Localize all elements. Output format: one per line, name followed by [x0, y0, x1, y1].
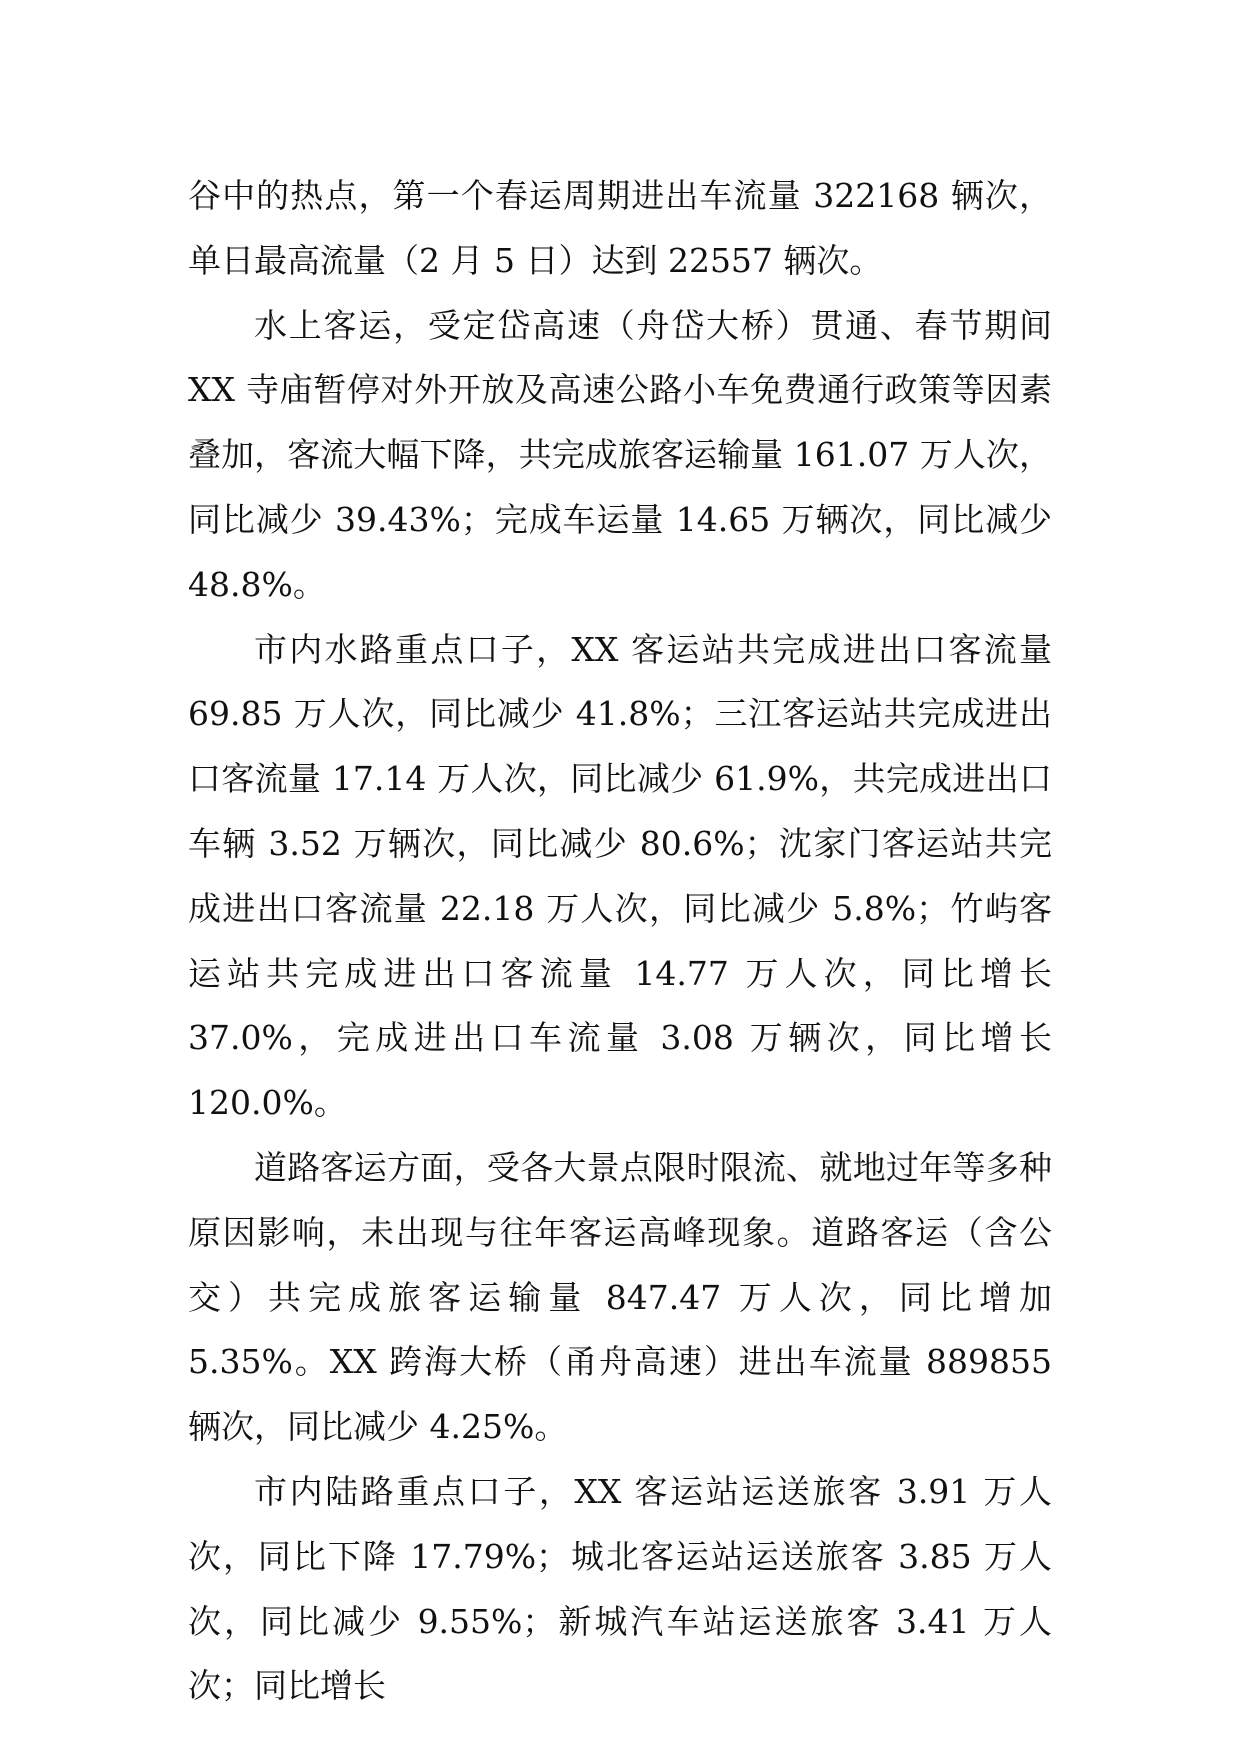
paragraph-water-key-ports: 市内水路重点口子，XX 客运站共完成进出口客流量 69.85 万人次，同比减少 41.8%；三江客运站共完成进出口客流量 17.14 万人次，同比减少 61.9%，共完成进出口车辆 3.52 万辆次，同比减少 80.6%；沈家门客运站共完成进出口客流量 22.18 万人次，同比减少 5.8%；竹屿客运站共完成进出口客流量 14.77 万人次，同比增长 37.0%，完成进出口车流量 3.08 万辆次，同比增长 120.0%。: [188, 629, 1052, 1123]
paragraph-water-transport: 水上客运，受定岱高速（舟岱大桥）贯通、春节期间 XX 寺庙暂停对外开放及高速公路小车免费通行政策等因素叠加，客流大幅下降，共完成旅客运输量 161.07 万人次，同比减少 39.43%；完成车运量 14.65 万辆次，同比减少 48.8%。: [188, 305, 1052, 604]
paragraph-continuation: 谷中的热点，第一个春运周期进出车流量 322168 辆次，单日最高流量（2 月 5 日）达到 22557 辆次。: [188, 176, 1052, 280]
document-body: [188, 164, 1052, 1719]
paragraph-land-key-ports: 市内陆路重点口子，XX 客运站运送旅客 3.91 万人次，同比下降 17.79%；城北客运站运送旅客 3.85 万人次，同比减少 9.55%；新城汽车站运送旅客 3.41 万人次；同比增长: [188, 1471, 1052, 1706]
paragraph-road-transport: 道路客运方面，受各大景点限时限流、就地过年等多种原因影响，未出现与往年客运高峰现象。道路客运（含公交）共完成旅客运输量 847.47 万人次，同比增加 5.35%。XX 跨海大桥（甬舟高速）进出车流量 889855 辆次，同比减少 4.25%。: [188, 1147, 1052, 1447]
